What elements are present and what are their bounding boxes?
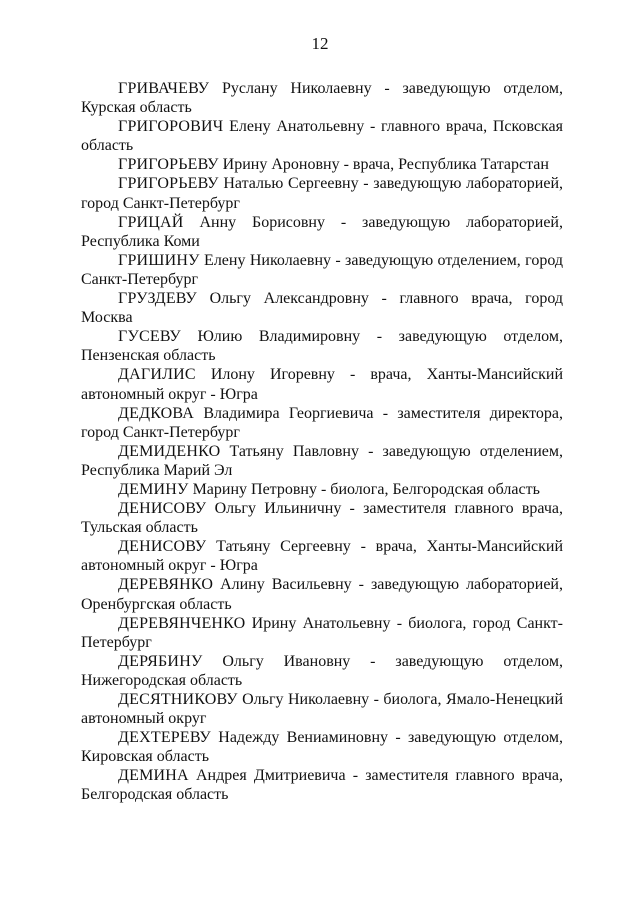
entry-details: Ирину Анатольевну - биолога, город Санкт-Петербург (81, 614, 563, 651)
award-list (81, 79, 563, 805)
list-item (81, 614, 563, 652)
entry-surname: ГРУЗДЕВУ (118, 290, 197, 308)
list-item (81, 575, 563, 613)
entry-details: Ольгу Николаевну - биолога, Ямало-Ненецкий автономный округ (81, 691, 564, 728)
list-item (81, 537, 563, 575)
entry-details: Ольгу Ивановну - заведующую отделом, Нижегородская область (81, 652, 563, 689)
list-item (81, 213, 563, 251)
entry-details: Андрея Дмитриевича - заместителя главного врача, Белгородская область (81, 767, 563, 804)
entry-surname: ДЕНИСОВУ (118, 500, 207, 518)
entry-details: Наталью Сергеевну - заведующую лабораторией, город Санкт-Петербург (81, 175, 564, 212)
entry-details: Елену Анатольевну - главного врача, Псковская область (81, 118, 564, 155)
entry-surname: ГРИВАЧЕВУ (118, 80, 210, 97)
list-item (81, 251, 563, 289)
list-item (81, 79, 563, 117)
entry-details: Алину Васильевну - заведующую лабораторией, Оренбургская область (81, 576, 563, 613)
entry-details: Марину Петровну - биолога, Белгородская область (192, 480, 540, 498)
entry-details: Татьяну Сергеевну - врача, Ханты-Мансийский автономный округ - Югра (81, 538, 564, 575)
entry-details: Руслану Николаевну - заведующую отделом, Курская область (81, 80, 564, 117)
entry-surname: ДЕНИСОВУ (118, 538, 207, 556)
entry-details: Юлию Владимировну - заведующую отделом, Пензенская область (81, 328, 563, 365)
entry-details: Ольгу Ильиничну - заместителя главного врача, Тульская область (81, 500, 564, 537)
entry-surname: ГУСЕВУ (118, 328, 181, 346)
page-number: 12 (311, 34, 329, 53)
entry-surname: ДЕМИНУ (118, 480, 189, 498)
entry-surname: ГРИШИНУ (118, 251, 200, 269)
entry-surname: ГРИГОРЬЕВУ (118, 175, 219, 193)
list-item (81, 174, 563, 212)
entry-surname: ДЕРЯБИНУ (118, 652, 203, 670)
entry-details: Ирину Ароновну - врача, Республика Татарстан (222, 156, 549, 174)
entry-surname: ДЕРЕВЯНЧЕНКО (118, 614, 246, 632)
entry-details: Ольгу Александровну - главного врача, город Москва (81, 290, 563, 327)
list-item (81, 728, 563, 766)
entry-details: Анну Борисовну - заведующую лабораторией, Республика Коми (81, 213, 563, 250)
entry-surname: ГРИГОРЬЕВУ (118, 156, 219, 174)
list-item (81, 652, 563, 690)
entry-surname: ГРИГОРОВИЧ (118, 118, 224, 136)
list-item (81, 442, 563, 480)
list-item (81, 365, 563, 403)
entry-details: Илону Игоревну - врача, Ханты-Мансийский автономный округ - Югра (81, 366, 564, 403)
list-item (81, 155, 563, 174)
list-item (81, 499, 563, 537)
list-item (81, 117, 563, 155)
list-item (81, 289, 563, 327)
entry-surname: ГРИЦАЙ (118, 213, 184, 231)
entry-details: Татьяну Павловну - заведующую отделением, Республика Марий Эл (81, 442, 564, 479)
entry-surname: ДЕХТЕРЕВУ (118, 729, 211, 747)
entry-details: Владимира Георгиевича - заместителя директора, город Санкт-Петербург (81, 404, 564, 441)
entry-surname: ДЕРЕВЯНКО (118, 576, 214, 594)
list-item (81, 404, 563, 442)
list-item (81, 480, 563, 499)
entry-details: Елену Николаевну - заведующую отделением, город Санкт-Петербург (81, 251, 563, 288)
entry-surname: ДЕМИНА (118, 767, 189, 785)
list-item (81, 327, 563, 365)
list-item (81, 766, 563, 804)
entry-details: Надежду Вениаминовну - заведующую отделом, Кировская область (81, 729, 563, 766)
entry-surname: ДАГИЛИС (118, 366, 196, 384)
entry-surname: ДЕМИДЕНКО (118, 442, 221, 460)
entry-surname: ДЕДКОВА (118, 404, 195, 422)
list-item (81, 690, 563, 728)
entry-surname: ДЕСЯТНИКОВУ (118, 691, 238, 708)
